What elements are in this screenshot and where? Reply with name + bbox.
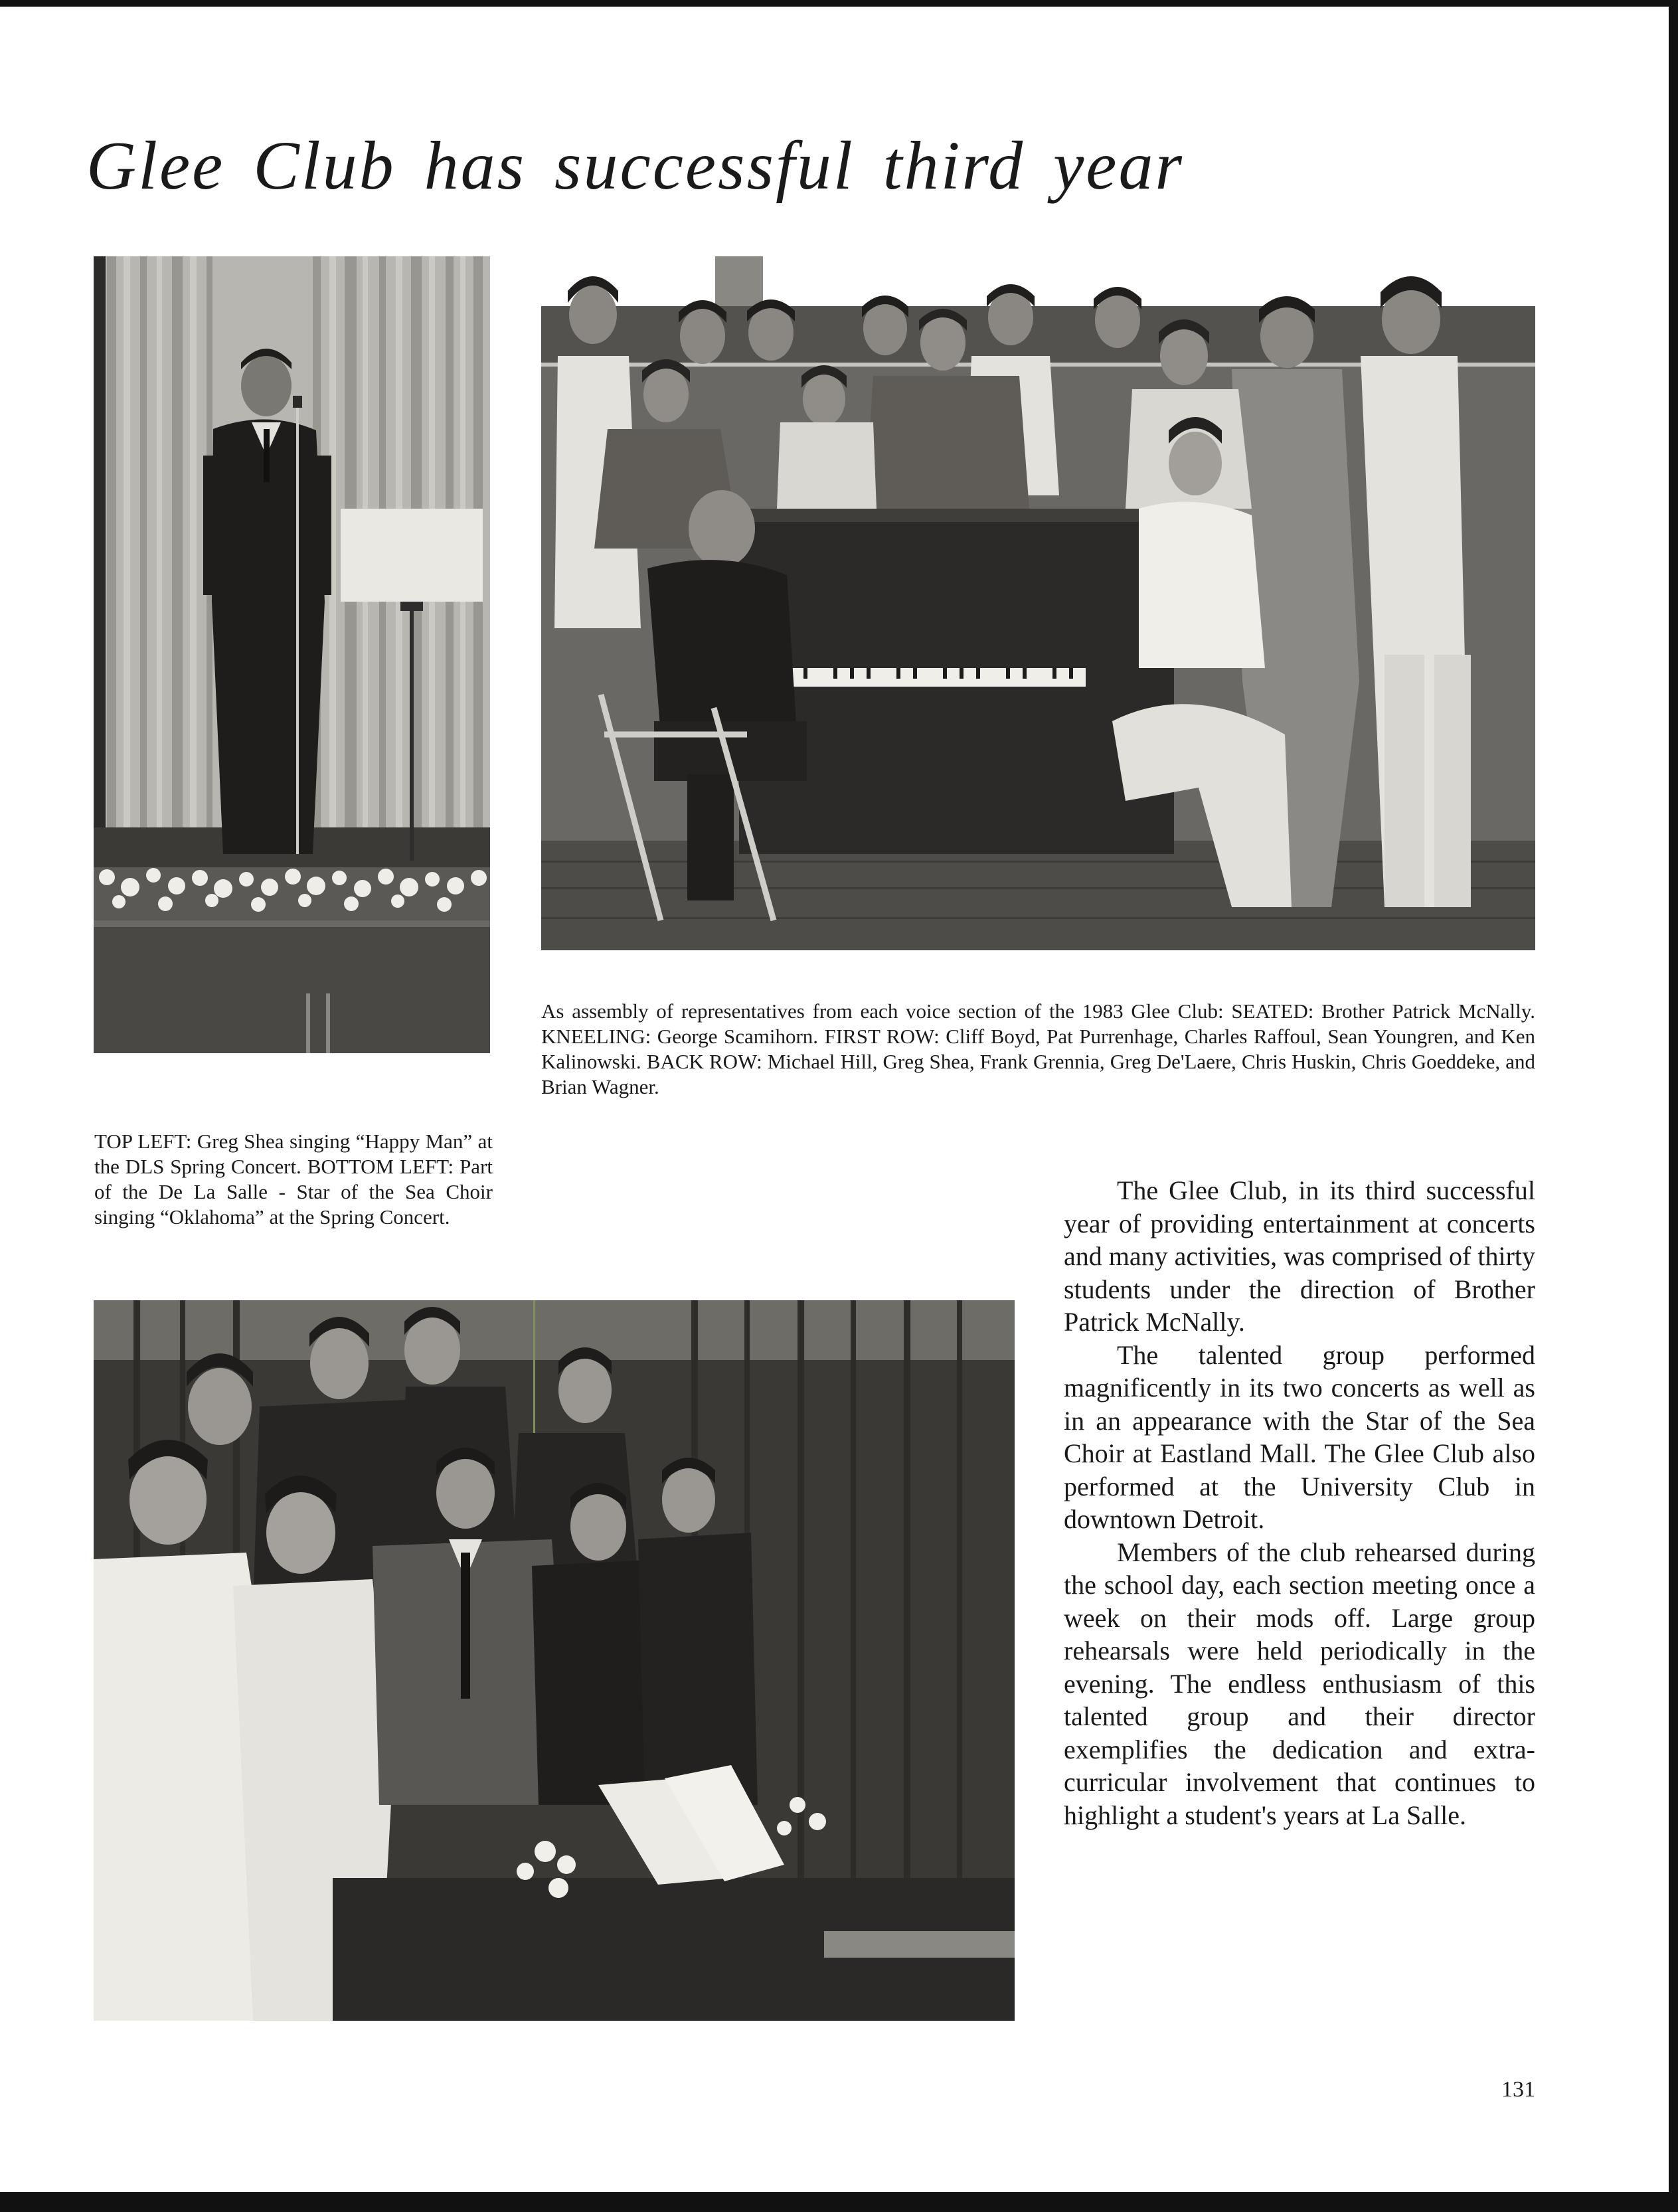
caption-left-photos: TOP LEFT: Greg Shea singing “Happy Man” at the DLS Spring Concert. BOTTOM LEFT: Part of the De La Salle - Star of the Sea Choir singing “Oklahoma” at the Spring Concert. — [94, 1130, 493, 1229]
article-body — [1064, 1174, 1535, 1831]
caption-group-photo: As assembly of representatives from each voice section of the 1983 Glee Club: SEATED: Brother Patrick McNally. KNEELING: George Scamihorn. FIRST ROW: Cliff Boyd, Pat Purrenhage, Charles Raffoul, Sean Youngren, and Ken Kalinowski. BACK ROW: Michael Hill, Greg Shea, Frank Grennia, Greg De'Laere, Chris Huskin, Chris Goeddeke, and Brian Wagner. — [541, 999, 1535, 1098]
scan-border-right — [1669, 0, 1678, 2212]
body-paragraph-1: The Glee Club, in its third successful year of providing entertainment at concerts and many activities, was comprised of thirty students under the direction of Brother Patrick McNally. — [1064, 1175, 1535, 1337]
photo-greg-shea-singing — [94, 256, 490, 1053]
body-paragraph-3: Members of the club rehearsed during the school day, each section meeting once a week on their mods off. Large group rehearsals were held periodically in the evening. The endless enthusiasm of this talented group and their director exemplifies the dedication and extra-curricular involvement that continues to highlight a student's years at La Salle. — [1064, 1537, 1535, 1830]
scan-border-bottom — [0, 2192, 1678, 2212]
photo-glee-club-at-piano — [541, 256, 1535, 950]
scan-border-top — [0, 0, 1678, 7]
singer-photo-graphic — [94, 256, 490, 1053]
photo-choir-singing — [94, 1300, 1015, 2021]
page-number: 131 — [1501, 2077, 1535, 2102]
choir-photo-graphic — [94, 1300, 1015, 2021]
page-title: Glee Club has successful third year — [86, 128, 1184, 204]
body-paragraph-2: The talented group performed magnificently in its two concerts as well as in an appearance with the Star of the Sea Choir at Eastland Mall. The Glee Club also performed at the University Club in downtown Detroit. — [1064, 1339, 1535, 1534]
group-photo-graphic — [541, 256, 1535, 950]
